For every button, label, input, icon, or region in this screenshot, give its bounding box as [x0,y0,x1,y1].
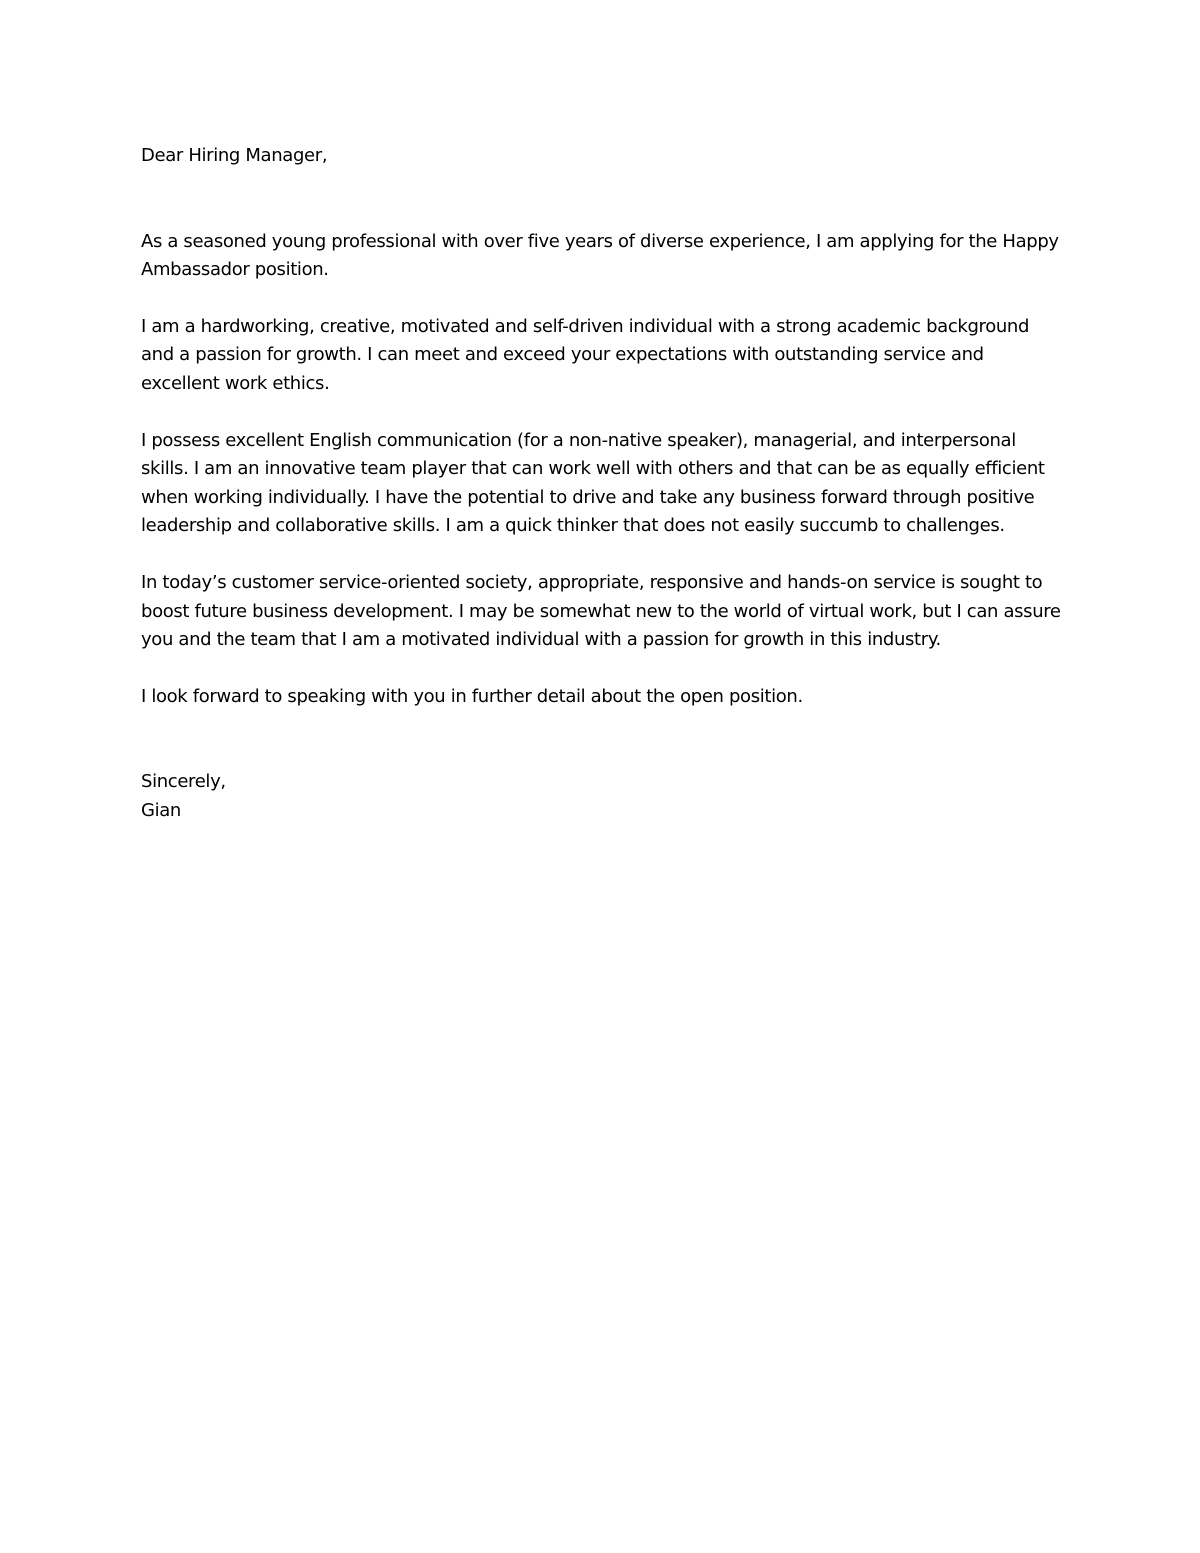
paragraph-intro: As a seasoned young professional with over five years of diverse experience, I am applying for the Happy Ambassador position. [141,230,1059,281]
paragraph-closing: I look forward to speaking with you in further detail about the open position. [141,685,803,707]
paragraph-service: In today’s customer service-oriented society, appropriate, responsive and hands-on service is sought to boost future business development. I may be somewhat new to the world of virtual work, but I can assure you and the team that I am a motivated individual with a passion for growth in this industry. [141,571,1061,651]
paragraph-skills: I possess excellent English communication (for a non-native speaker), managerial, and interpersonal skills. I am an innovative team player that can work well with others and that can be as equally efficient when working individually. I have the potential to drive and take any business forward through positive leadership and collaborative skills. I am a quick thinker that does not easily succumb to challenges. [141,429,1045,537]
salutation: Dear Hiring Manager, [141,145,328,166]
cover-letter [141,142,1066,826]
paragraph-qualities: I am a hardworking, creative, motivated and self-driven individual with a strong academic background and a passion for growth. I can meet and exceed your expectations with outstanding service and excellent work ethics. [141,315,1030,394]
signature: Gian [141,799,181,821]
closing: Sincerely, [141,771,226,793]
